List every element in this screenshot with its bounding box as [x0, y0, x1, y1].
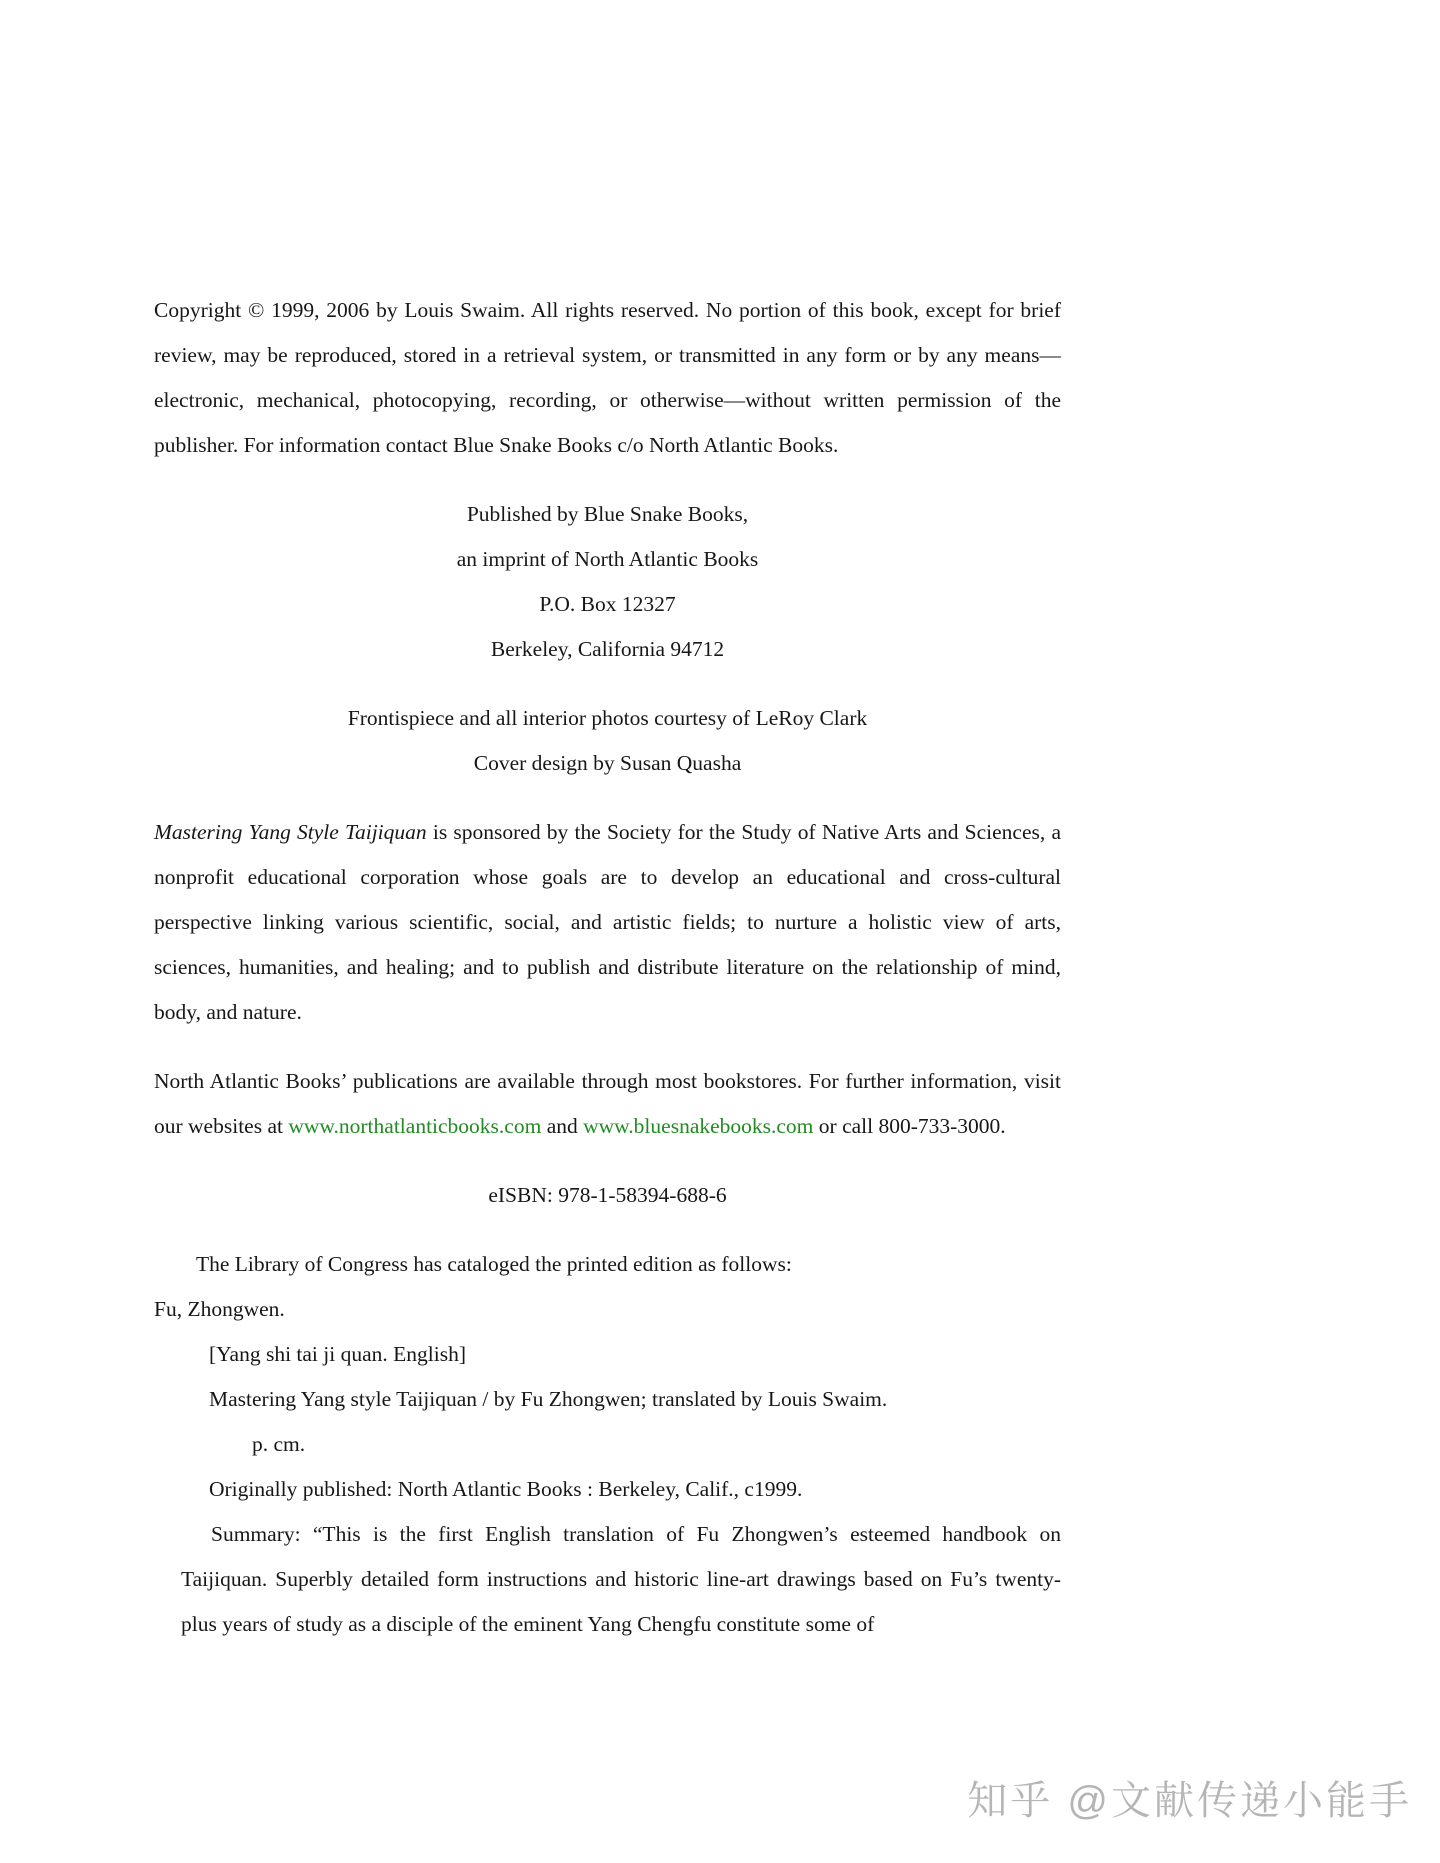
- availability-text: or call 800-733-3000.: [813, 1114, 1006, 1138]
- catalog-summary-paragraph: Summary: “This is the first English translation of Fu Zhongwen’s esteemed handbook on Taijiquan. Superbly detailed form instructions and historic line-art drawings based on Fu’s twenty-plus years of study as a disciple of the eminent Yang Chengfu constitute some of: [181, 1522, 1061, 1636]
- publisher-city: Berkeley, California 94712: [490, 637, 725, 661]
- copyright-notice-paragraph: Copyright © 1999, 2006 by Louis Swaim. All rights reserved. No portion of this book, except for brief review, may be reproduced, stored in a retrieval system, or transmitted in any form or by any means—electronic, mechanical, photocopying, recording, or otherwise—without written permission of the publisher. For information contact Blue Snake Books c/o North Atlantic Books.: [154, 298, 1061, 457]
- copyright-page-content: [154, 288, 1061, 1647]
- availability-text: North Atlantic Books’ publications are available through most bookstores. For further information, visit our websites at: [154, 1069, 1061, 1138]
- cover-design-credit: Cover design by Susan Quasha: [473, 751, 742, 775]
- book-title-italic: Mastering Yang Style Taijiquan: [154, 820, 427, 844]
- credits-block: [154, 696, 1061, 786]
- catalog-author-line: Fu, Zhongwen.: [154, 1297, 285, 1321]
- catalog-originally-published-line: Originally published: North Atlantic Books : Berkeley, Calif., c1999.: [209, 1477, 803, 1501]
- publisher-line: Published by Blue Snake Books,: [466, 502, 749, 526]
- catalog-congress-line: The Library of Congress has cataloged the printed edition as follows:: [196, 1252, 792, 1276]
- availability-text: and: [541, 1114, 584, 1138]
- sponsor-paragraph: [154, 810, 1061, 1035]
- catalog-pcm-line: p. cm.: [252, 1432, 306, 1456]
- availability-paragraph: [154, 1059, 1061, 1149]
- library-of-congress-block: [154, 1242, 1061, 1647]
- bluesnakebooks-link[interactable]: www.bluesnakebooks.com: [583, 1114, 814, 1138]
- publisher-line: an imprint of North Atlantic Books: [456, 547, 759, 571]
- catalog-title-statement-line: Mastering Yang style Taijiquan / by Fu Zhongwen; translated by Louis Swaim.: [209, 1387, 888, 1411]
- frontispiece-credit: Frontispiece and all interior photos courtesy of LeRoy Clark: [347, 706, 868, 730]
- publisher-po-box: P.O. Box 12327: [539, 592, 676, 616]
- catalog-original-title-line: [Yang shi tai ji quan. English]: [209, 1342, 467, 1366]
- eisbn-line: eISBN: 978-1-58394-688-6: [488, 1183, 727, 1207]
- northatlanticbooks-link[interactable]: www.northatlanticbooks.com: [288, 1114, 542, 1138]
- publisher-block: [154, 492, 1061, 672]
- zhihu-watermark: 知乎 @文献传递小能手: [967, 1779, 1412, 1823]
- sponsor-text: is sponsored by the Society for the Study of Native Arts and Sciences, a nonprofit educational corporation whose goals are to develop an educational and cross-cultural perspective linking various scientific, social, and artistic fields; to nurture a holistic view of arts, sciences, humanities, and healing; and to publish and distribute literature on the relationship of mind, body, and nature.: [154, 820, 1061, 1024]
